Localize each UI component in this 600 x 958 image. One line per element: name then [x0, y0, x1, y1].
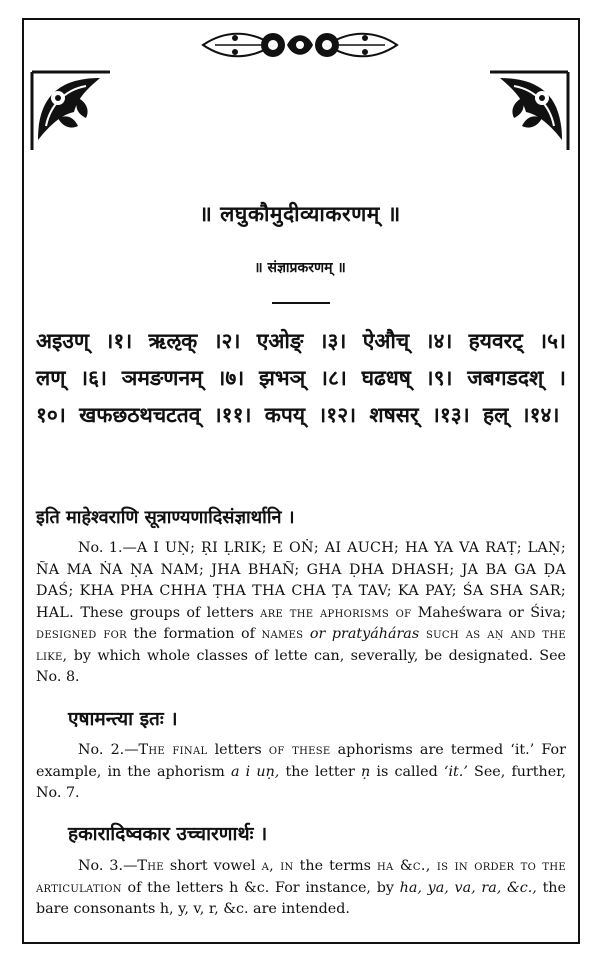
chapter-title: ॥ संज्ञाप्रकरणम् ॥	[254, 260, 346, 276]
floral-ornament-icon	[195, 26, 405, 64]
paragraph-number: No. 3.—	[78, 858, 138, 874]
corner-ornament-icon	[486, 68, 572, 154]
commentary-paragraph-3: No. 3.—The short vowel a, in the terms ha &c., is in order to the articulation of the letters h &c. For instance, by ha, ya, va, ra, &c., the bare consonants h, y, v, r, &c. are intended.	[36, 858, 567, 917]
page-border	[22, 18, 580, 944]
divider	[272, 302, 330, 304]
paragraph-number: No. 2.—	[78, 742, 139, 758]
corner-ornament-icon	[28, 68, 114, 154]
sutra-heading-3: हकारादिष्वकार उच्चारणार्थः ।	[68, 823, 268, 845]
sutras-closing-line: इति माहेश्वराणि सूत्राण्यणादिसंज्ञार्थानि ।	[36, 507, 295, 528]
commentary-paragraph-1: No. 1.—A I UṆ; ṚI ḶRIK; E OṄ; AI AUCH; HA YA VA RAṬ; LAṆ; ÑA MA ṄA ṆA NAM; JHA BHAÑ; GHA ḌHA DHASH; JA BA GA ḌA DAŚ; KHA PHA CHHA ṬHA THA CHA ṬA TAV; KA PAY; ŚA SHA SAR; HAL. These groups of letters are the aphorisms of Maheśwara or Śiva; designed for the formation of names or pratyáháras such as aṇ and the like, by which whole classes of lette can, severally, be designated. See No. 8.	[36, 540, 566, 685]
maheshvara-sutras: अइउण् ।१। ऋऌक् ।२। एओङ् ।३। ऐऔच् ।४। हयवरट् ।५। लण् ।६। ञमङणनम् ।७। झभञ् ।८। घढधष् ।९। जबगडदश् ।१०। खफछठथचटतव् ।११। कपय् ।१२। शषसर् ।१३। हल् ।१४।	[36, 328, 566, 427]
book-title: ॥ लघुकौमुदीव्याकरणम् ॥	[199, 201, 401, 226]
commentary-paragraph-2: No. 2.—The final letters of these aphorisms are termed ‘it.’ For example, in the aphorism a i uṇ, the letter ṇ is called ‘it.’ See, further, No. 7.	[36, 742, 567, 801]
sutra-heading-2: एषामन्त्या इतः ।	[68, 708, 178, 730]
paragraph-number: No. 1.—	[78, 540, 137, 556]
